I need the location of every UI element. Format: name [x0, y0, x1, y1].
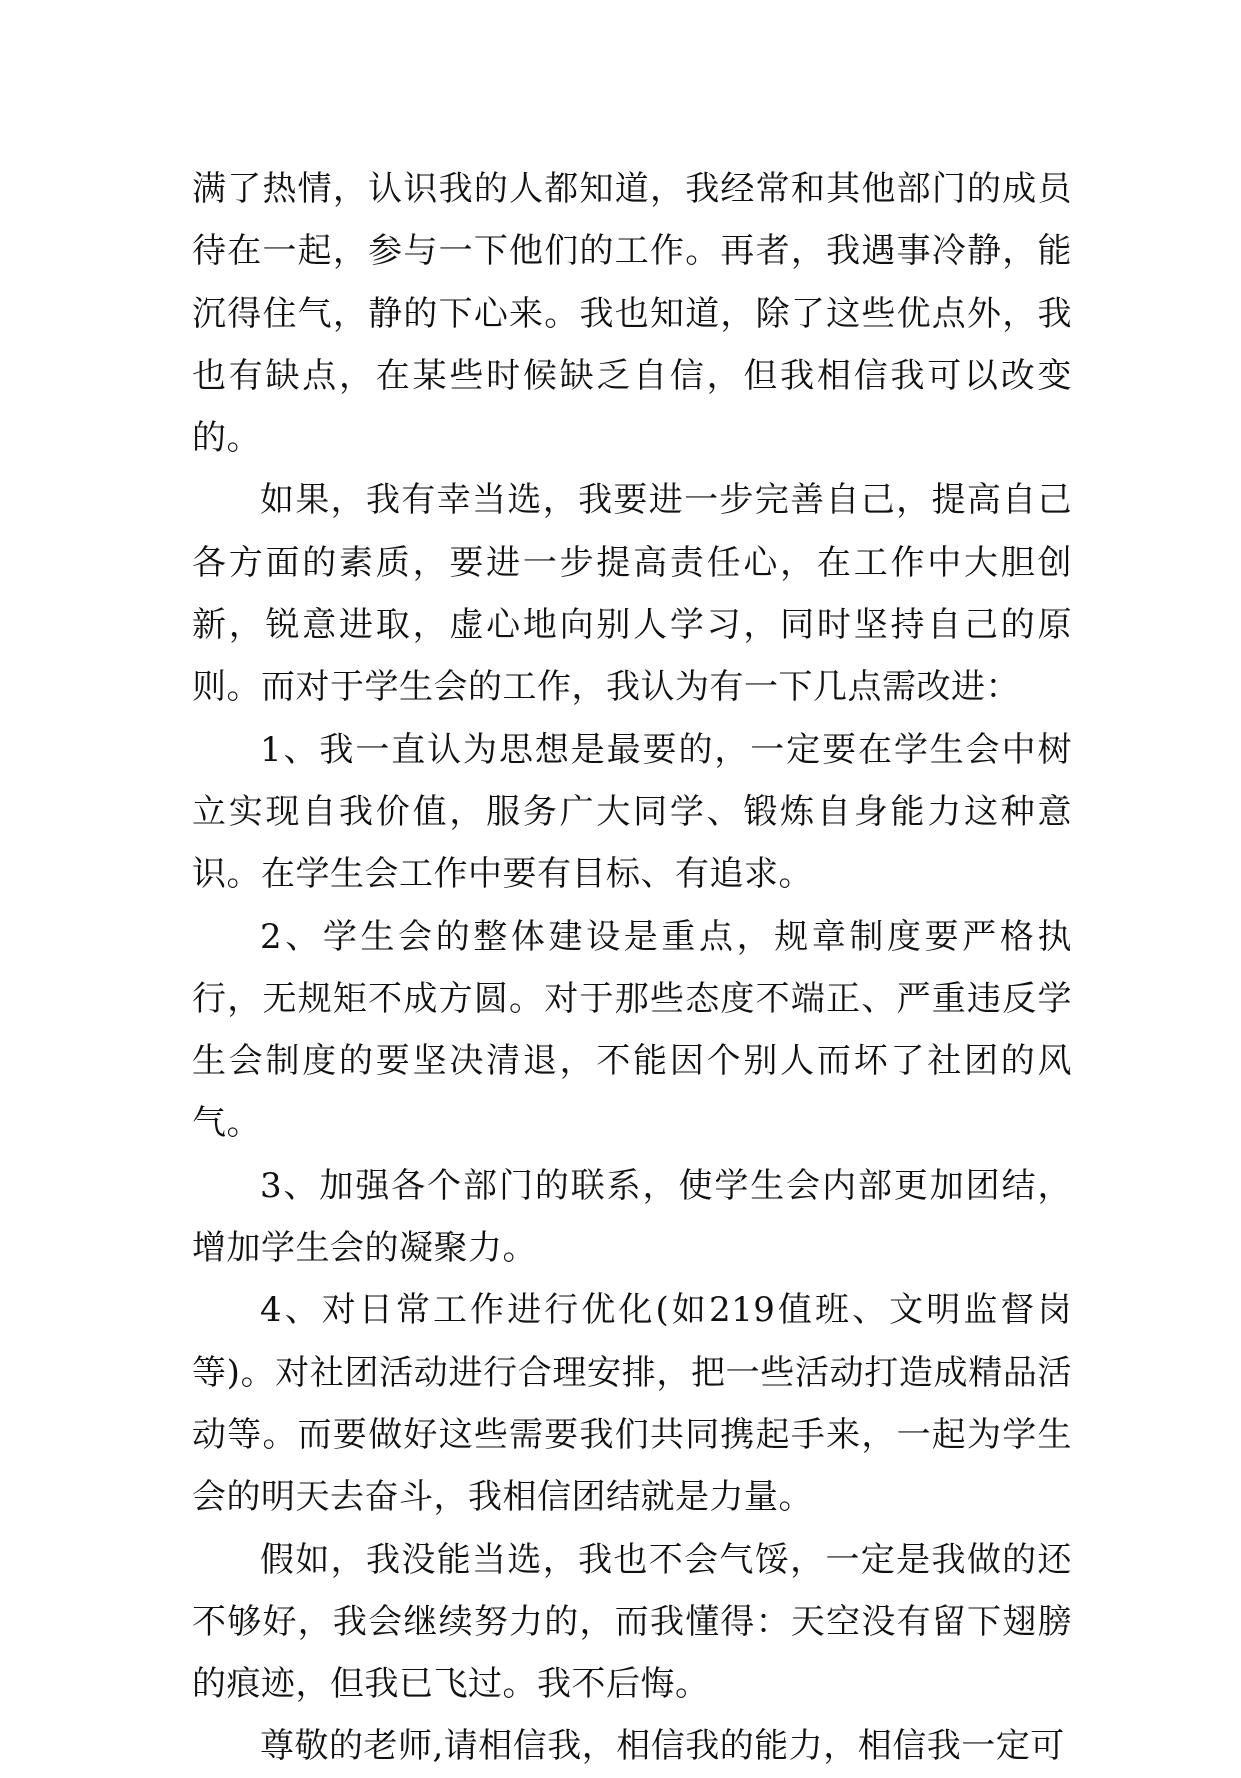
paragraph: 如果，我有幸当选，我要进一步完善自己，提高自己各方面的素质，要进一步提高责任心，在工作中大胆创新，锐意进取，虚心地向别人学习，同时坚持自己的原则。而对于学生会的工作，我认为有一下几点需改进：	[192, 480, 1072, 708]
paragraph: 4、对日常工作进行优化(如219值班、文明监督岗等)。对社团活动进行合理安排，把一些活动打造成精品活动等。而要做好这些需要我们共同携起手来，一起为学生会的明天去奋斗，我相信团结就是力量。	[192, 1290, 1072, 1518]
paragraph: 假如，我没能当选，我也不会气馁，一定是我做的还不够好，我会继续努力的，而我懂得：天空没有留下翅膀的痕迹，但我已飞过。我不后悔。	[192, 1539, 1072, 1705]
paragraph: 3、加强各个部门的联系，使学生会内部更加团结，增加学生会的凝聚力。	[192, 1165, 1072, 1269]
paragraph: 2、学生会的整体建设是重点，规章制度要严格执行，无规矩不成方圆。对于那些态度不端正、严重违反学生会制度的要坚决清退，不能因个别人而坏了社团的风气。	[192, 916, 1072, 1144]
paragraph: 满了热情，认识我的人都知道，我经常和其他部门的成员待在一起，参与一下他们的工作。再者，我遇事冷静，能沉得住气，静的下心来。我也知道，除了这些优点外，我也有缺点，在某些时候缺乏自信，但我相信我可以改变的。	[192, 169, 1072, 459]
document-body	[192, 158, 1072, 1778]
paragraph: 尊敬的老师,请相信我，相信我的能力，相信我一定可	[260, 1726, 1065, 1767]
paragraph: 1、我一直认为思想是最要的，一定要在学生会中树立实现自我价值，服务广大同学、锻炼自身能力这种意识。在学生会工作中要有目标、有追求。	[192, 729, 1072, 895]
